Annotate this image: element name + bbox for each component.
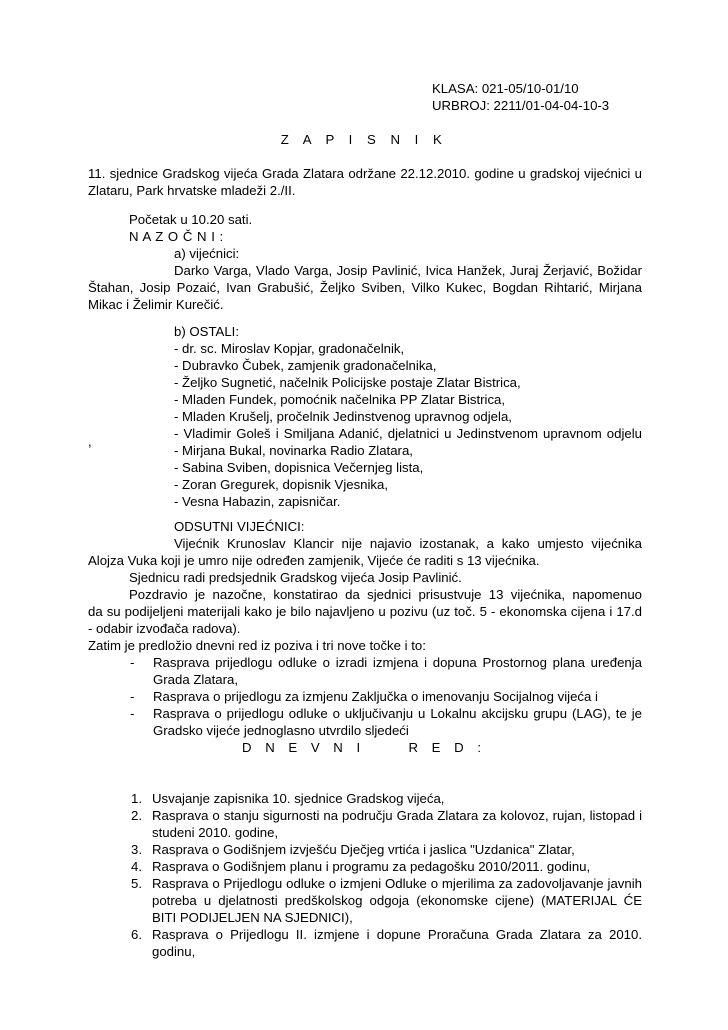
list-item: - Rasprava prijedlogu odluke o izradi izmjena i dopuna Prostornog plana uređenja Grada Zlatara, xyxy=(88,654,642,688)
chair-text: Sjednicu radi predsjednik Gradskog vijeća Josip Pavlinić. xyxy=(129,570,462,585)
others-list-continued xyxy=(174,442,644,510)
agenda-title: D N E V N I R E D : xyxy=(242,740,486,755)
agenda-list xyxy=(88,790,642,960)
list-item: - Dubravko Čubek, zamjenik gradonačelnika, xyxy=(174,358,437,373)
start-time: Početak u 10.20 sati. xyxy=(129,212,253,227)
list-item: - Mirjana Bukal, novinarka Radio Zlatara, xyxy=(174,443,413,458)
list-item: - Vesna Habazin, zapisničar. xyxy=(174,494,341,509)
list-item: - Željko Sugnetić, načelnik Policijske postaje Zlatar Bistrica, xyxy=(174,375,521,390)
urbroj-number: URBROJ: 2211/01-04-04-10-3 xyxy=(432,98,610,113)
klasa-number: KLASA: 021-05/10-01/10 xyxy=(432,81,579,96)
greeting-first-line: Pozdravio je nazočne, konstatirao da sjednici prisustvuje 13 vijećnika, napomenuo xyxy=(129,587,642,602)
agenda-item: 6. Rasprava o Prijedlogu II. izmjene i dopune Proračuna Grada Zlatara za 2010. godinu, xyxy=(131,927,642,959)
intro-paragraph: 11. sjednice Gradskog vijeća Grada Zlatara održane 22.12.2010. godine u gradskoj vijećnici u Zlataru, Park hrvatske mladeži 2./II. xyxy=(88,166,642,198)
absent-text-first-line: Vijećnik Krunoslav Klancir nije najavio izostanak, a kako umjesto vijećnika xyxy=(174,536,642,551)
others-label: b) OSTALI: xyxy=(174,324,239,339)
councillors-list: Darko Varga, Vlado Varga, Josip Pavlinić, Ivica Hanžek, Juraj Žerjavić, Božidar Štahan, Josip Pozaić, Ivan Grabušić, Željko Sviben, Vilko Kukec, Bogdan Rihtarić, Mirjana Mikac i Želimir Kurečić. xyxy=(88,263,642,312)
absent-heading: ODSUTNI VIJEĆNICI: xyxy=(174,519,305,534)
councillors-label: a) vijećnici: xyxy=(174,246,240,261)
document-title: Z A P I S N I K xyxy=(280,132,448,147)
list-item: - Rasprava o prijedlogu za izmjenu Zaključka o imenovanju Socijalnog vijeća i xyxy=(88,688,642,705)
agenda-item: 3. Rasprava o Godišnjem izvješću Dječjeg vrtića i jaslica "Uzdanica" Zlatar, xyxy=(131,842,575,857)
greeting-rest: da su podijeljeni materijali kako je bilo najavljeno u pozivu (uz toč. 5 - ekonomska cijena i 17.d - odabir izvođača radova). xyxy=(88,604,642,636)
agenda-item: 2. Rasprava o stanju sigurnosti na području Grada Zlatara za kolovoz, rujan, listopad i studeni 2010. godine, xyxy=(131,808,642,840)
list-item: - Rasprava o prijedlogu odluke o uključivanju u Lokalnu akcijsku grupu (LAG), te je Gradsko vijeće jednoglasno utvrdilo sljedeći xyxy=(88,705,642,739)
list-item: - Mladen Krušelj, pročelnik Jedinstvenog upravnog odjela, xyxy=(174,409,512,424)
stray-comma: , xyxy=(88,434,92,449)
list-item: - Mladen Fundek, pomoćnik načelnika PP Zlatar Bistrica, xyxy=(174,392,506,407)
new-items-list xyxy=(88,654,642,739)
document-reference xyxy=(432,80,609,114)
agenda-item: 1. Usvajanje zapisnika 10. sjednice Gradskog vijeća, xyxy=(131,791,445,806)
agenda-item: 4. Rasprava o Godišnjem planu i programu za pedagošku 2010/2011. godinu, xyxy=(131,859,591,874)
list-item: - Sabina Sviben, dopisnica Večernjeg lista, xyxy=(174,460,424,475)
agenda-item: 5. Rasprava o Prijedlogu odluke o izmjeni Odluke o mjerilima za zadovoljavanje javnih potreba u djelatnosti predškolskog odgoja (ekonomske cijene) (MATERIJAL ĆE BITI PODIJELJEN NA SJEDNICI), xyxy=(131,876,642,925)
list-item: - Vladimir Goleš i Smiljana Adanić, djelatnici u Jedinstvenom upravnom odjelu xyxy=(174,426,642,441)
present-heading: N A Z O Č N I : xyxy=(129,229,224,244)
others-list xyxy=(174,340,644,442)
absent-text-rest: Alojza Vuka koji je umro nije određen zamjenik, Vijeće će raditi s 13 vijećnika. xyxy=(88,553,540,568)
list-item: - Zoran Gregurek, dopisnik Vjesnika, xyxy=(174,477,389,492)
proposal-text: Zatim je predložio dnevni red iz poziva i tri nove točke i to: xyxy=(88,638,426,653)
list-item: - dr. sc. Miroslav Kopjar, gradonačelnik, xyxy=(174,341,405,356)
